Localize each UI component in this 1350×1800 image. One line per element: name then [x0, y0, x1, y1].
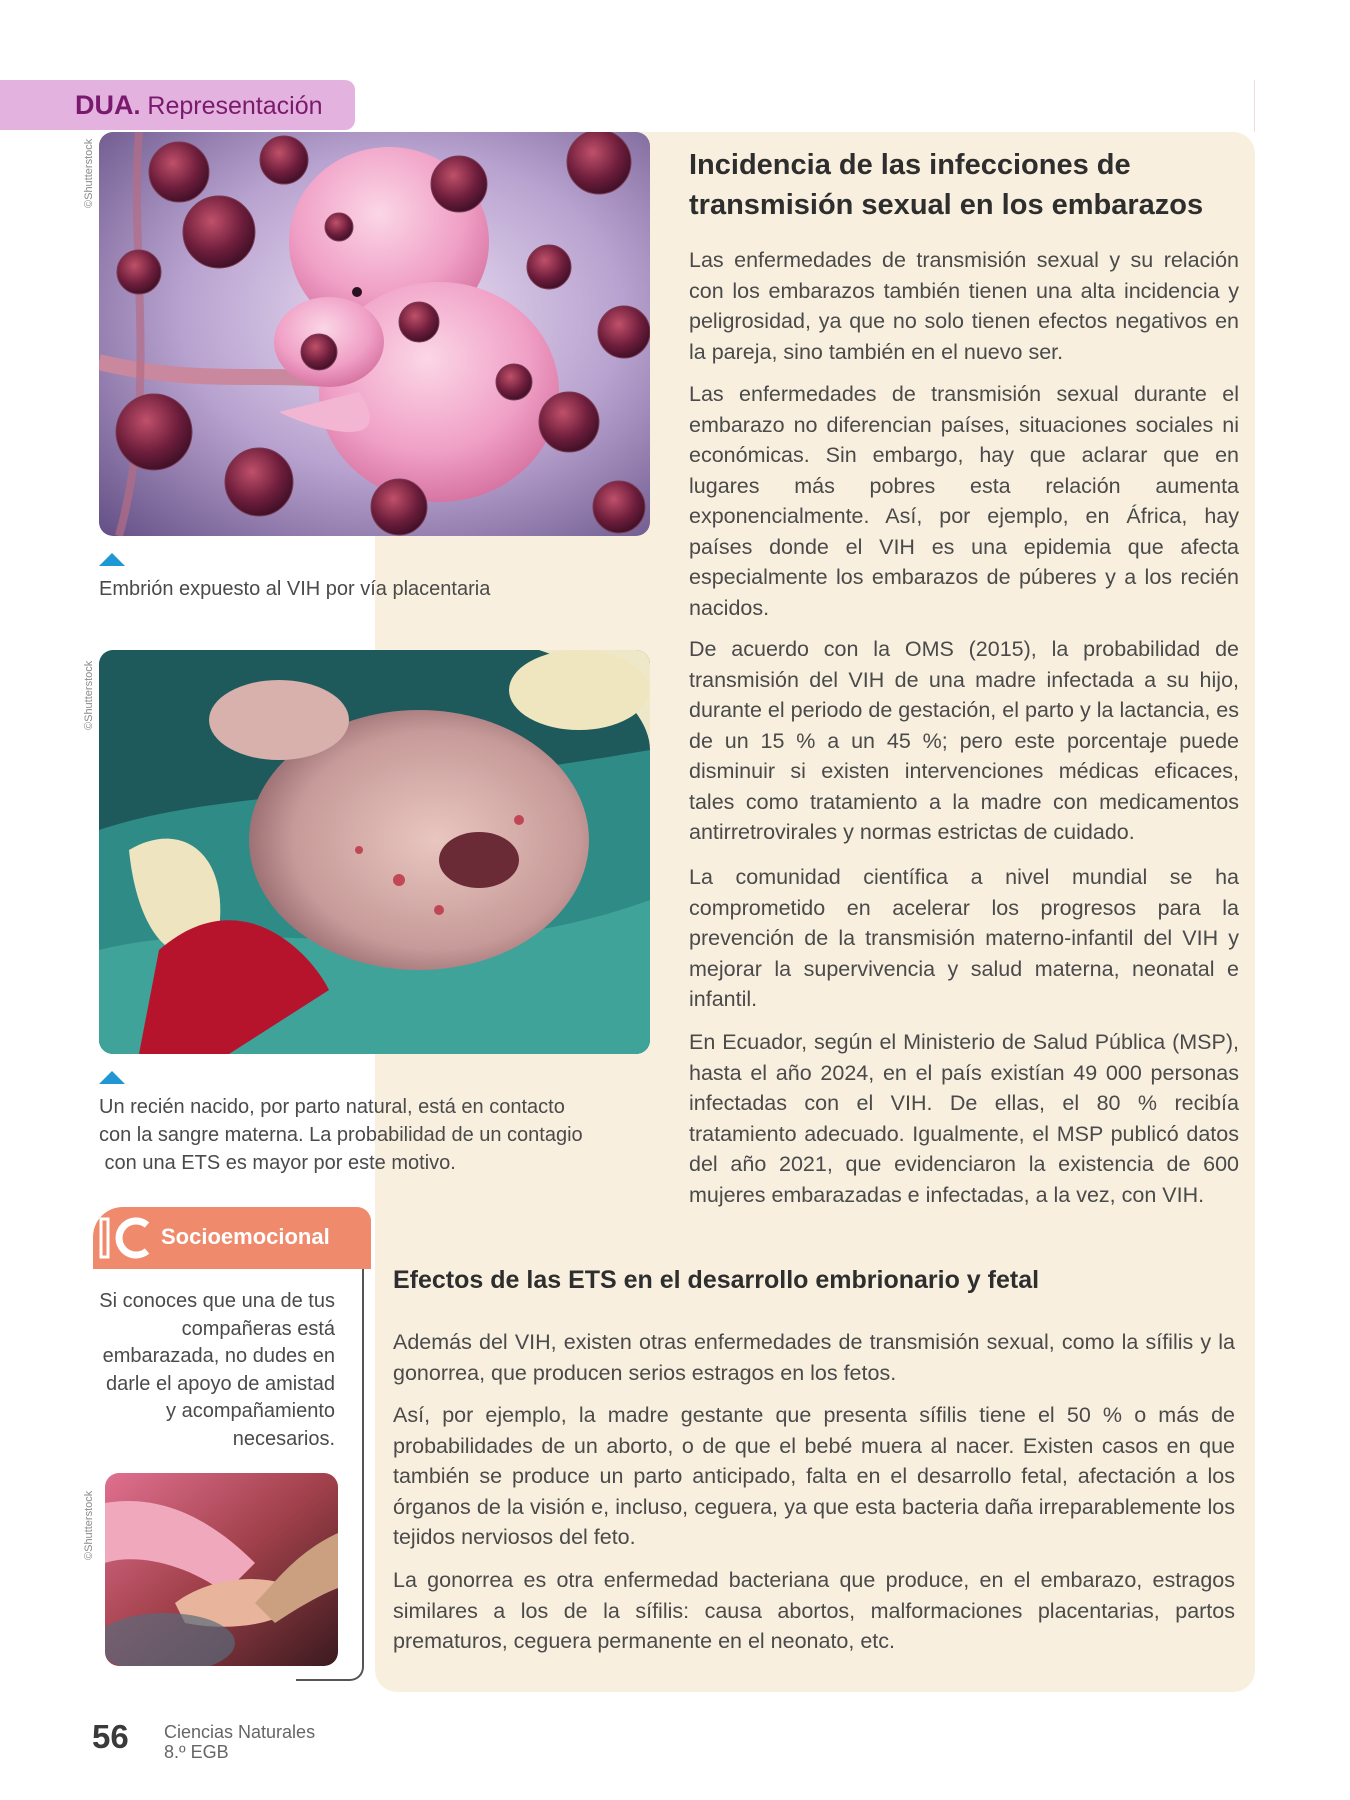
socio-line: necesarios. [232, 1427, 335, 1450]
socio-line: compañeras está [181, 1317, 335, 1340]
dua-label-text: Representación [140, 92, 323, 120]
footer-grade: 8.º EGB [164, 1742, 229, 1762]
dua-tab [0, 80, 355, 130]
socio-line: Si conoces que una de tus [99, 1290, 335, 1312]
paragraph: La comunidad científica a nivel mundial se ha comprometido en acelerar los progresos para la prevención de la transmisión materno-infantil del VIH y mejorar la supervivencia y salud materna, neonatal e infantil. [689, 865, 1239, 1011]
paragraph: Así, por ejemplo, la madre gestante que presenta sífilis tiene el 50 % o más de probabilidades de un aborto, o de que el bebé muera al nacer. Existen casos en que también se produce un parto anticipado, falta en el desarrollo fetal, afectación a los órganos de la visión e, incluso, ceguera, ya que esta bacteria daña irreparablemente los tejidos nerviosos del feto. [393, 1403, 1235, 1549]
caption-line: con una ETS es mayor por este motivo. [99, 1152, 456, 1174]
page-number: 56 [92, 1718, 129, 1755]
ic-logo-icon [97, 1213, 153, 1263]
photo-credit: ©Shutterstock [83, 660, 95, 730]
paragraph: En Ecuador, según el Ministerio de Salud Pública (MSP), hasta el año 2024, en el país existían 49 000 personas infectadas con el VIH. De ellas, el 80 % recibía tratamiento adecuado. Igualmente, el MSP publicó datos del año 2021, que evidenciaron la existencia de 600 mujeres embarazadas e infectadas, a la vez, con VIH. [689, 1030, 1239, 1207]
dua-label [75, 90, 323, 121]
caption-line: Un recién nacido, por parto natural, está en contacto [99, 1096, 565, 1118]
socio-frame [342, 1269, 364, 1681]
socio-divider [296, 1679, 346, 1681]
photo-credit: ©Shutterstock [83, 138, 95, 208]
dua-dot: . [133, 92, 141, 120]
title-line: transmisión sexual en los embarazos [689, 189, 1204, 221]
section-subtitle: Efectos de las ETS en el desarrollo embrionario y fetal [393, 1266, 1040, 1294]
photo-credit: ©Shutterstock [83, 1490, 95, 1560]
caption-marker-icon [99, 553, 125, 566]
caption-line: con la sangre materna. La probabilidad de un contagio [99, 1124, 583, 1146]
embryo-photo [99, 132, 650, 536]
top-rule [1254, 80, 1255, 132]
socio-line: darle el apoyo de amistad [105, 1372, 335, 1395]
footer-subject: Ciencias Naturales [164, 1722, 316, 1742]
article-title [689, 145, 1249, 225]
newborn-photo [99, 650, 650, 1054]
footer-book-info [164, 1722, 315, 1762]
caption-line: Embrión expuesto al VIH por vía placentaria [99, 578, 491, 600]
dua-prefix: DUA [75, 90, 134, 120]
socio-line: embarazada, no dudes en [102, 1345, 335, 1367]
paragraph: De acuerdo con la OMS (2015), la probabilidad de transmisión del VIH de una madre infectada a su hijo, durante el periodo de gestación, el parto y la lactancia, es de un 15 % a un 45 %; pero este porcentaje puede disminuir si existen intervenciones médicas eficaces, tales como tratamiento a la madre con medicamentos antirretrovirales y normas estrictas de cuidado. [689, 637, 1239, 844]
socio-line: y acompañamiento [166, 1400, 335, 1422]
paragraph: La gonorrea es otra enfermedad bacteriana que produce, en el embarazo, estragos similares a los de la sífilis: causa abortos, malformaciones placentarias, partos prematuros, ceguera permanente en el neonato, etc. [393, 1568, 1235, 1653]
paragraph: Además del VIH, existen otras enfermedades de transmisión sexual, como la sífilis y la gonorrea, que producen serios estragos en los fetos. [393, 1330, 1235, 1385]
figure-caption-1 [99, 575, 490, 603]
figure-caption-2 [99, 1093, 583, 1177]
socioemocional-text [95, 1288, 335, 1453]
title-line: Incidencia de las infecciones de [689, 149, 1131, 181]
socioemocional-label: Socioemocional [161, 1224, 330, 1249]
hands-photo [105, 1473, 338, 1666]
socioemocional-header [93, 1207, 371, 1269]
paragraph: Las enfermedades de transmisión sexual y su relación con los embarazos también tienen una alta incidencia y peligrosidad, ya que no solo tienen efectos negativos en la pareja, sino también en el nuevo ser. [689, 248, 1239, 364]
caption-marker-icon [99, 1071, 125, 1084]
paragraph: Las enfermedades de transmisión sexual durante el embarazo no diferencian países, situaciones sociales ni económicas. Sin embargo, hay que aclarar que en lugares más pobres esta relación aumenta exponencialmente. Así, por ejemplo, en África, hay países donde el VIH es una epidemia que afecta especialmente los embarazos de púberes y a los recién nacidos. [689, 382, 1239, 620]
